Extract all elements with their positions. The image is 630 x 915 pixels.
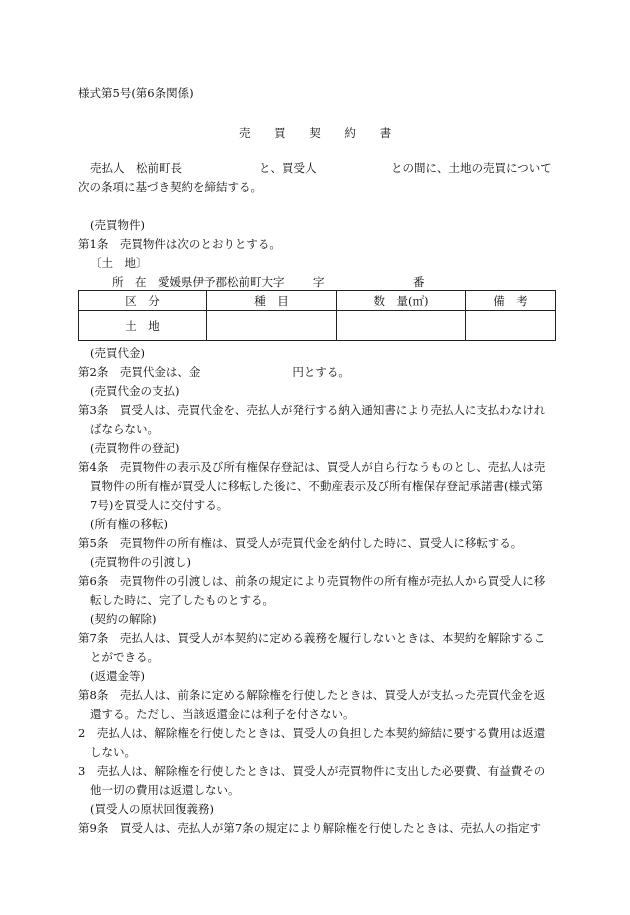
article-line: とができる。 (90, 650, 159, 664)
article-line: 7号)を買受人に交付する。 (90, 498, 229, 512)
location-aza: 字 (313, 275, 325, 289)
intro-purpose: との間に、土地の売買について (391, 161, 552, 175)
title-char: 売 (238, 126, 251, 140)
table-cell (207, 311, 337, 341)
article-line: 転した時に、完了したものとする。 (90, 593, 274, 607)
table-cell: 土 地 (79, 311, 207, 341)
article-heading: (売買物件の登記) (90, 441, 180, 455)
article-line: 第3条 買受人は、売買代金を、売払人が発行する納入通知書により売払人に支払わなけれ (78, 403, 546, 417)
article-line: 3 売払人は、解除権を行使したときは、買受人が売買物件に支出した必要費、有益費その (78, 764, 546, 778)
table-header: 種 目 (207, 291, 337, 311)
table-header: 数 量(㎡) (337, 291, 466, 311)
article-line: 第8条 売払人は、前条に定める解除権を行使したときは、買受人が支払った売買代金を返 (78, 688, 546, 702)
table-cell (466, 311, 556, 341)
article-heading: (買受人の原状回復義務) (90, 802, 214, 816)
table-cell (337, 311, 466, 341)
article-heading: (所有権の移転) (90, 517, 168, 531)
form-label: 様式第5号(第6条関係) (78, 86, 194, 100)
title-char: 書 (379, 126, 392, 140)
article-line: 第7条 売払人は、買受人が本契約に定める義務を履行しないときは、本契約を解除するこ (78, 631, 546, 645)
article-1: 第1条 売買物件は次のとおりとする。 (78, 237, 281, 251)
article-heading: (売買代金の支払) (90, 384, 180, 398)
table-header: 備 考 (466, 291, 556, 311)
intro-line-2: 次の条項に基づき契約を締結する。 (78, 180, 262, 194)
article-heading: (返還金等) (90, 669, 145, 683)
article-line: 還する。ただし、当該返還金には利子を付さない。 (90, 707, 355, 721)
article-line: 第2条 売買代金は、金 円とする。 (78, 365, 350, 379)
article-heading: (売買代金) (90, 346, 145, 360)
section-heading: (売買物件) (90, 218, 145, 232)
property-table (78, 290, 556, 341)
table-header: 区 分 (79, 291, 207, 311)
article-line: 他一切の費用は返還しない。 (90, 783, 240, 797)
article-line: 第4条 売買物件の表示及び所有権保存登記は、買受人が自ら行なうものとし、売払人は売 (78, 460, 546, 474)
location-label: 所 在 愛媛県伊予郡松前町大字 (112, 275, 285, 289)
article-heading: (契約の解除) (90, 612, 157, 626)
title-char: 契 (309, 126, 321, 140)
article-line: ばならない。 (90, 422, 159, 436)
title-char: 買 (274, 126, 286, 140)
article-line: 第6条 売買物件の引渡しは、前条の規定により売買物件の所有権が売払人から買受人に移 (78, 574, 546, 588)
intro-seller: 売払人 松前町長 (90, 161, 182, 175)
article-line: 買物件の所有権が買受人に移転した後に、不動産表示及び所有権保存登記承諾書(様式第 (90, 479, 543, 493)
land-heading: 〔土 地〕 (90, 256, 148, 270)
location-ban: 番 (413, 275, 425, 289)
intro-buyer: と、買受人 (259, 161, 317, 175)
article-line: しない。 (90, 745, 136, 759)
document-title (0, 126, 630, 140)
table-row (79, 311, 556, 341)
article-heading: (売買物件の引渡し) (90, 555, 191, 569)
article-line: 第9条 買受人は、売払人が第7条の規定により解除権を行使したときは、売払人の指定す (78, 821, 542, 835)
article-line: 第5条 売買物件の所有権は、買受人が売買代金を納付した時に、買受人に移転する。 (78, 536, 523, 550)
title-char: 約 (344, 126, 356, 140)
article-line: 2 売払人は、解除権を行使したときは、買受人の負担した本契約締結に要する費用は返還 (78, 726, 546, 740)
